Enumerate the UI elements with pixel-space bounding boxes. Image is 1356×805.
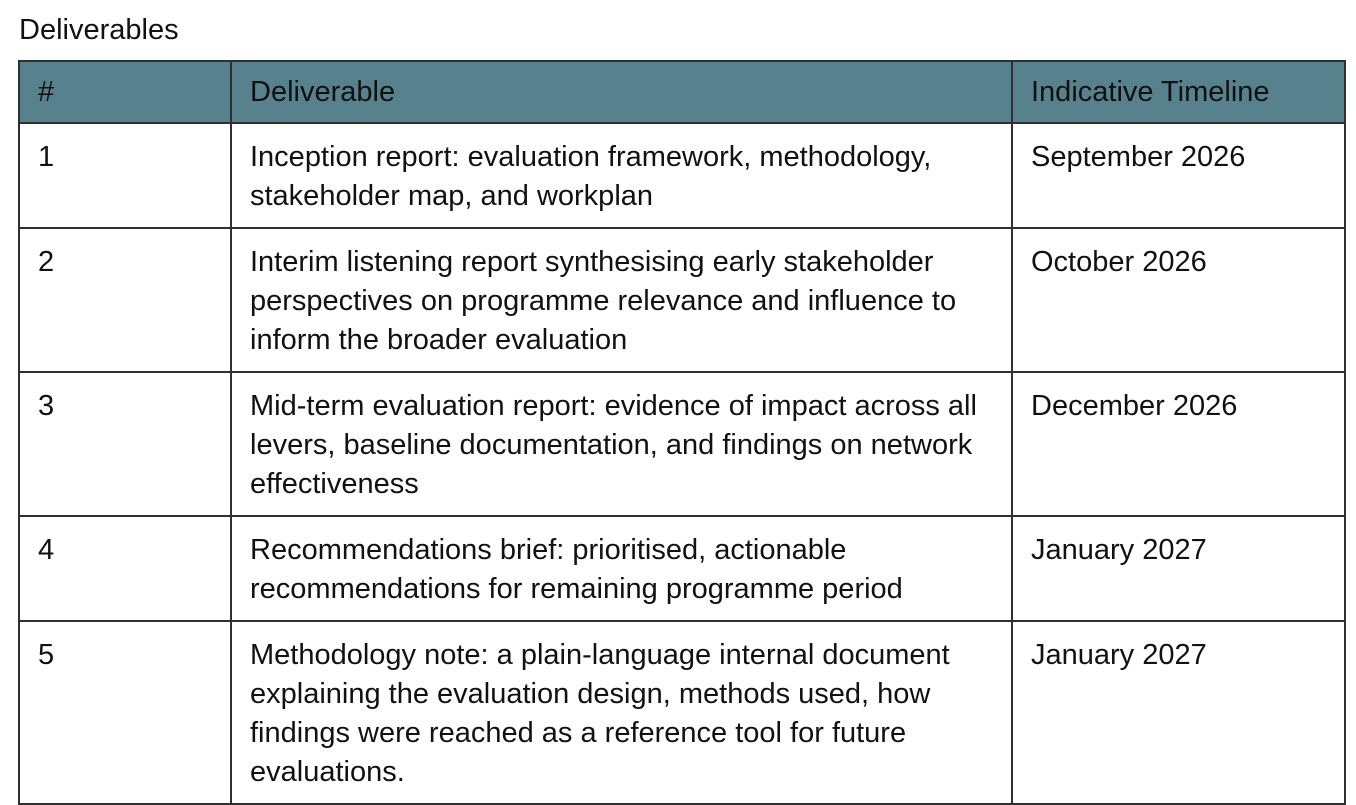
row-number: 1	[19, 123, 231, 228]
row-number: 3	[19, 372, 231, 516]
row-deliverable: Mid-term evaluation report: evidence of impact across all levers, baseline documentation, and findings on network effectiveness	[231, 372, 1012, 516]
row-number: 4	[19, 516, 231, 621]
table-row	[19, 621, 1345, 804]
table-row	[19, 372, 1345, 516]
row-number: 5	[19, 621, 231, 804]
row-timeline: December 2026	[1012, 372, 1345, 516]
header-row	[19, 61, 1345, 123]
column-header-deliverable: Deliverable	[231, 61, 1012, 123]
row-timeline: October 2026	[1012, 228, 1345, 372]
column-header-number: #	[19, 61, 231, 123]
table-header	[19, 61, 1345, 123]
row-timeline: January 2027	[1012, 516, 1345, 621]
deliverables-table	[18, 60, 1346, 805]
row-timeline: September 2026	[1012, 123, 1345, 228]
table-body	[19, 123, 1345, 804]
row-deliverable: Recommendations brief: prioritised, actionable recommendations for remaining programme period	[231, 516, 1012, 621]
table-row	[19, 516, 1345, 621]
row-deliverable: Inception report: evaluation framework, methodology, stakeholder map, and workplan	[231, 123, 1012, 228]
table-row	[19, 123, 1345, 228]
row-deliverable: Methodology note: a plain-language internal document explaining the evaluation design, methods used, how findings were reached as a reference tool for future evaluations.	[231, 621, 1012, 804]
row-number: 2	[19, 228, 231, 372]
page-title: Deliverables	[19, 14, 179, 46]
column-header-timeline: Indicative Timeline	[1012, 61, 1345, 123]
table-row	[19, 228, 1345, 372]
row-deliverable: Interim listening report synthesising early stakeholder perspectives on programme relevance and influence to inform the broader evaluation	[231, 228, 1012, 372]
row-timeline: January 2027	[1012, 621, 1345, 804]
